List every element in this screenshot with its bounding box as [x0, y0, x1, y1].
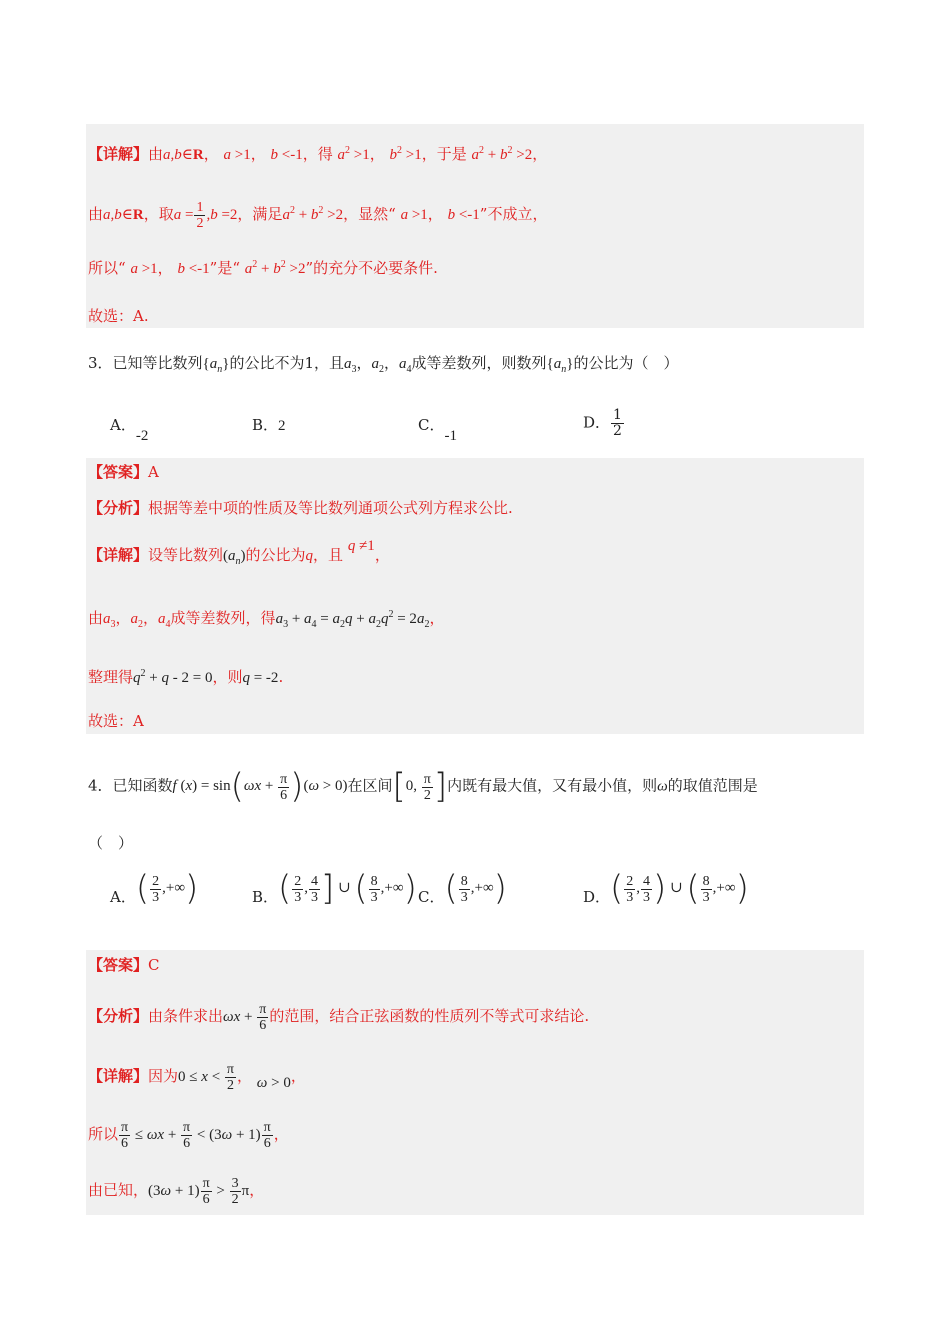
q3-analysis: 【分析】根据等差中项的性质及等比数列通项公式列方程求公比.: [88, 499, 513, 517]
q3-answer: 【答案】A: [88, 463, 159, 481]
q3-detail-1: 【详解】设等比数列$(a_n)$的公比为q，且 q ≠1，: [88, 538, 390, 567]
q3-choose: 故选：A: [88, 712, 144, 730]
q4-analysis: 【分析】由条件求出ωx + $\frac{\pi}{6}$ 的范围，结合正弦函数的性质列不等式可求结论.: [88, 1002, 590, 1033]
q3-option-d-value: $\frac{1}{2}$: [613, 407, 622, 439]
q4-blank: （ ）: [88, 834, 134, 852]
q3-stem: 3．已知等比数列$\{a_n\}$的公比不为1，且$a_3$，$a_2$，$a_4$成等差数列，则数列$\{a_n\}$的公比为（ ）: [88, 354, 679, 375]
q4-stem: 4．已知函数f (x) = sin(ωx + $\frac{\pi}{6}$ )(ω > 0)在区间[0, $\frac{\pi}{2}$ ]内既有最大值，又有最小值，则ω的取值范围是: [88, 767, 758, 807]
detail-line-1: 【详解】由a,b∈R， a >1， b <-1，得 $a^2 >1$， $b^2 >1$，于是 $a^2 + b^2 >2$，: [88, 145, 548, 163]
q3-option-d[interactable]: D． $\frac{1}{2}$: [583, 407, 622, 439]
q4-option-c[interactable]: C．( $\frac{8}{3}$ ,+∞): [418, 869, 507, 909]
detail-line-3: 所以“ a >1， b <-1”是“ $a^2 + b^2 >2$”的充分不必要条件.: [88, 259, 438, 277]
q4-option-b[interactable]: B．( $\frac{2}{3}$ , $\frac{4}{3}$ ] ∪ ( $\frac{8}{3}$ ,+∞): [252, 869, 417, 909]
q4-option-d[interactable]: D．( $\frac{2}{3}$ , $\frac{4}{3}$ ) ∪ ( $\frac{8}{3}$ ,+∞): [583, 869, 749, 909]
q3-detail-3: 整理得$q^2 + q - 2 = 0$，则q = -2.: [88, 668, 284, 686]
q3-option-c[interactable]: C．-1: [418, 416, 457, 444]
choose-line: 故选：A.: [88, 307, 149, 325]
q3-option-b[interactable]: B．2: [252, 416, 286, 434]
q3-detail-2: 由$a_3$，$a_2$，$a_4$成等差数列，得$a_3 + a_4 = a_2q + a_2q^2 = 2a_2$，: [88, 609, 445, 630]
q3-option-a[interactable]: A．-2: [110, 416, 149, 444]
q4-detail-2: 所以 $\frac{\pi}{6}$ ≤ ωx + $\frac{\pi}{6}$ < (3ω + 1) $\frac{\pi}{6}$ ，: [88, 1120, 289, 1151]
q4-answer: 【答案】C: [88, 956, 160, 974]
q4-option-a[interactable]: A．( $\frac{2}{3}$ ,+∞): [110, 869, 199, 909]
q4-detail-1: 【详解】因为0 ≤ x < $\frac{\pi}{2}$ ， ω > 0，: [88, 1062, 306, 1093]
q4-detail-3: 由已知，(3ω + 1) $\frac{\pi}{6}$ > $\frac{3}{2}$ π，: [88, 1176, 265, 1207]
detail-line-2: 由a,b∈R，取a = $\frac{1}{2}$ ,b =2，满足$a^2 + b^2 >2$，显然“ a >1， b <-1”不成立，: [88, 200, 548, 232]
detail-tag: 【详解】: [88, 145, 149, 163]
